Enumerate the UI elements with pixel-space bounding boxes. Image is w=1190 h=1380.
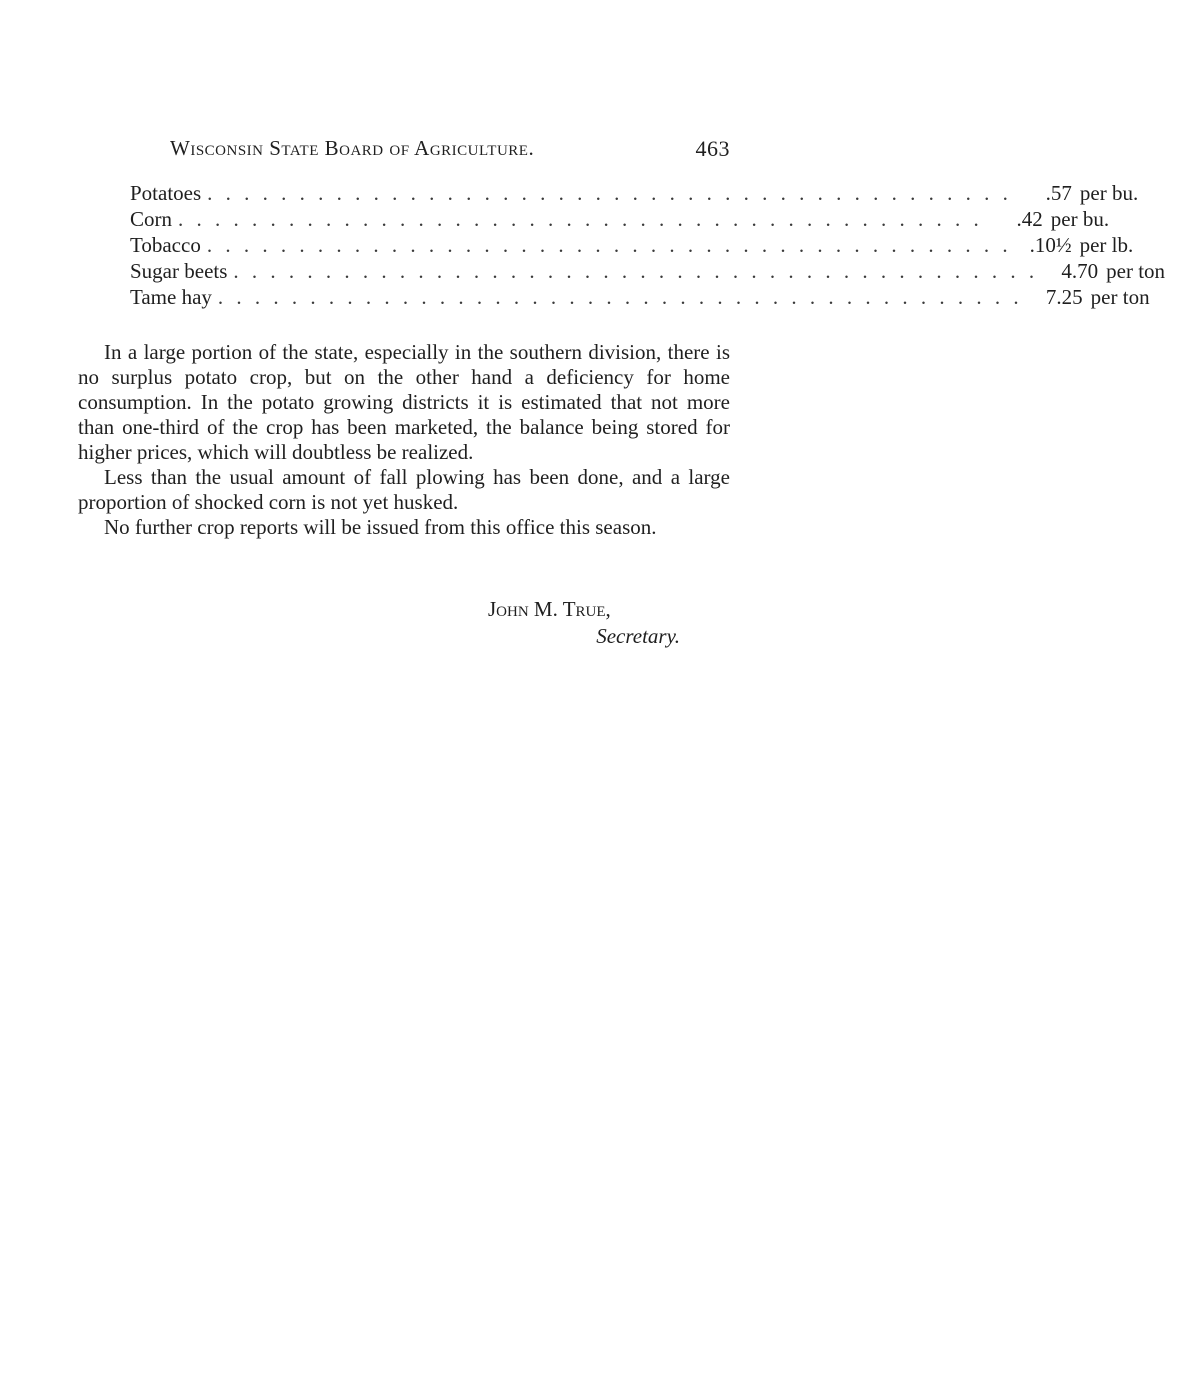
dot-leader: . . . . . . . . . . . . . . . . . . . . . . . . . . . . . . . . . . . . . . . . . . . . (217, 285, 1023, 309)
price-row-potatoes (130, 180, 1139, 206)
price-row-tame-hay (130, 284, 1150, 310)
report-body (78, 340, 730, 540)
price-unit: per bu. (1050, 207, 1110, 231)
signatory-name: John M. True, (488, 597, 611, 621)
price-item: Potatoes (130, 181, 202, 205)
price-table (130, 180, 1166, 310)
price-item: Tobacco (130, 233, 201, 257)
paragraph-no-further-reports: No further crop reports will be issued from this office this season. (104, 515, 657, 539)
price-item: Corn (130, 207, 172, 231)
page-number: 463 (695, 136, 730, 161)
price-item: Sugar beets (130, 259, 228, 283)
price-unit: per ton (1106, 259, 1166, 283)
price-item: Tame hay (130, 285, 212, 309)
dot-leader: . . . . . . . . . . . . . . . . . . . . . . . . . . . . . . . . . . . . . . . . . . . . (178, 207, 983, 231)
price-unit: per ton (1090, 285, 1150, 309)
price-value: .42 (1016, 207, 1043, 231)
paragraph-potato-crop: In a large portion of the state, especially in the southern division, there is no surplus potato crop, but on the other hand a deficiency for home consumption. In the potato growing districts it is estimated that not more than one-third of the crop has been marketed, the balance being stored for higher prices, which will doubtless be realized. (78, 340, 730, 464)
price-value: 4.70 (1061, 259, 1099, 283)
dot-leader: . . . . . . . . . . . . . . . . . . . . . . . . . . . . . . . . . . . . . . . . . . . . (206, 233, 1012, 257)
signatory-title: Secretary. (596, 624, 680, 648)
price-row-tobacco (130, 232, 1134, 258)
price-row-sugar-beets (130, 258, 1166, 284)
price-value: .57 (1045, 181, 1072, 205)
signature-block (78, 596, 680, 650)
paragraph-fall-plowing: Less than the usual amount of fall plowing has been done, and a large proportion of shocked corn is not yet husked. (78, 465, 730, 514)
dot-leader: . . . . . . . . . . . . . . . . . . . . . . . . . . . . . . . . . . . . . . . . . . . . (207, 181, 1012, 205)
running-head (170, 136, 730, 161)
price-unit: per bu. (1079, 181, 1139, 205)
price-value: .10½ (1029, 233, 1072, 257)
price-unit: per lb. (1079, 233, 1134, 257)
dot-leader: . . . . . . . . . . . . . . . . . . . . . . . . . . . . . . . . . . . . . . . . . . . . (233, 259, 1039, 283)
running-title: Wisconsin State Board of Agriculture. (170, 136, 535, 160)
price-value: 7.25 (1045, 285, 1083, 309)
price-row-corn (130, 206, 1110, 232)
